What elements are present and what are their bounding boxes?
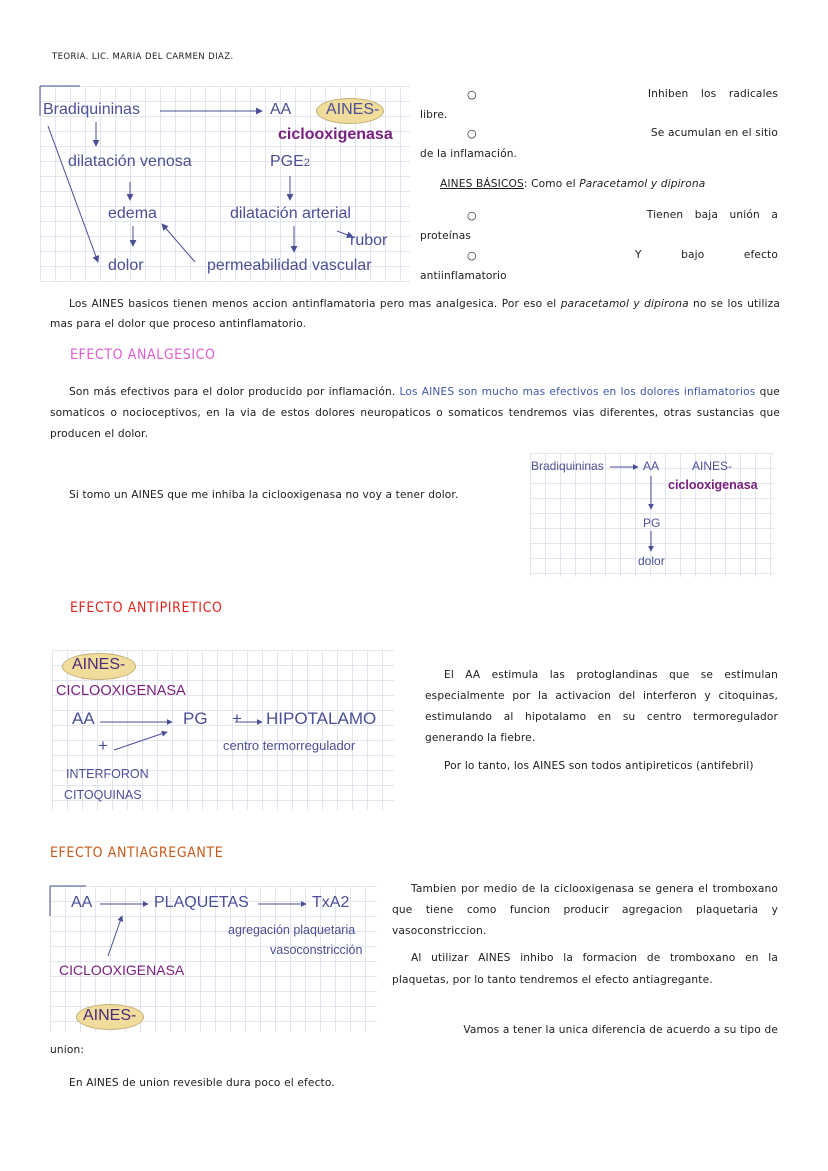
aines-basicos-line [440,174,705,195]
analgesico-p1-b: que somaticos o nocioceptivos, en la via de estos dolores neuropaticos o somaticos tendremos vias diferentes, otras sustancias que producen el dolor. [50,386,780,440]
antipiretico-ciclooxigenasa: CICLOOXIGENASA [56,683,186,699]
antiagregante-vasoconstriccion: vasoconstricción [270,943,363,957]
analgesico-paragraph-2: Si tomo un AINES que me inhiba la ciclooxigenasa no voy a tener dolor. [69,489,459,501]
diagram-rubor: rubor [350,232,388,249]
antiagregante-plaquetas: PLAQUETAS [154,894,249,911]
diagram-bradiquininas: Bradiquininas [43,101,140,118]
antiagregante-paragraph-3b: union: [50,1044,85,1056]
antipiretico-diagram [52,650,394,810]
analgesico-dolor: dolor [638,554,665,568]
aines-basicos-label: AINES BÁSICOS [440,178,524,190]
diagram-pge2 [270,153,310,171]
intro-text-b: no se los utiliza mas para el dolor que proceso antinflamatorio. [50,298,780,330]
antipiretico-centro: centro termorregulador [223,738,356,753]
diagram-dilatacion-arterial: dilatación arterial [230,205,351,222]
page-header: TEORIA. LIC. MARIA DEL CARMEN DIAZ. [52,52,234,62]
bullet-2-line1: Se acumulan en el sitio [650,127,778,139]
bullet-1-line1: Inhiben los radicales [647,88,778,100]
antipiretico-aines: AINES- [72,656,126,673]
intro-drugs: paracetamol y dipirona [560,298,689,310]
antipiretico-heading: EFECTO ANTIPIRETICO [70,600,223,616]
diagram-aa: AA [270,101,292,118]
bullet-marker: ○ [467,127,477,140]
intro-text-a: Los AINES basicos tienen menos accion antinflamatoria pero mas analgesica. Por eso el [69,298,561,310]
analgesico-aines: AINES- [692,459,733,473]
bullet-2-line2: de la inflamación. [420,148,518,160]
diagram-permeabilidad: permeabilidad vascular [207,257,372,274]
antiagregante-heading: EFECTO ANTIAGREGANTE [50,845,224,861]
bullet-4-line1: Y bajo efecto [634,249,778,261]
antiagregante-aines: AINES- [83,1007,137,1024]
antiagregante-paragraph-4: En AINES de union revesible dura poco el efecto. [69,1077,335,1089]
antiagregante-paragraph-3: Vamos a tener la unica diferencia de acuerdo a su tipo de [463,1024,778,1036]
analgesico-aa: AA [643,459,660,473]
bullet-3 [420,205,778,247]
aines-basicos-sep: : [523,178,528,190]
antiagregante-diagram [50,886,377,1032]
antiagregante-paragraph-1: Tambien por medio de la ciclooxigenasa se genera el tromboxano que tiene como funcion producir agregacion plaquetaria y vasoconstriccion. [392,883,778,937]
analgesico-heading: EFECTO ANALGESICO [70,347,216,363]
antipiretico-hipotalamo: HIPOTALAMO [266,709,377,728]
antipiretico-interferon: INTERFORON [66,767,149,781]
aines-basicos-drugs: Paracetamol y dipirona [579,178,706,190]
inflammation-diagram [40,86,410,282]
antipiretico-pg: PG [183,709,208,728]
antipiretico-plus-2: + [98,736,108,755]
analgesico-paragraph-1 [50,382,780,445]
bullet-4-line2: antiinflamatorio [420,270,507,282]
pge2-label: PGE [270,153,304,170]
diagram-dolor: dolor [108,257,144,274]
bullet-3-line1: Tienen baja unión a [646,209,778,221]
antiagregante-agregacion: agregación plaquetaria [228,923,356,937]
bullet-marker: ○ [467,249,477,262]
antipiretico-citoquinas: CITOQUINAS [64,788,142,802]
bullet-2 [420,123,778,165]
analgesico-bradiquininas: Bradiquininas [531,459,604,473]
antipiretico-aa: AA [72,709,95,728]
analgesico-p1-a: Son más efectivos para el dolor producido por inflamación. [69,386,400,398]
bullet-3-line2: proteínas [420,230,472,242]
diagram-edema: edema [108,205,157,222]
diagram-dilatacion-venosa: dilatación venosa [68,153,192,170]
antiagregante-paragraph-2: Al utilizar AINES inhibo la formacion de tromboxano en la plaquetas, por lo tanto tendremos el efecto antiagregante. [392,952,778,986]
bullet-1-line2: libre. [420,109,448,121]
analgesico-p1-blue: Los AINES son mucho mas efectivos en los dolores inflamatorios [399,386,756,398]
pge2-subscript: 2 [303,157,310,169]
antipiretico-paragraph-2: Por lo tanto, los AINES son todos antipireticos (antifebril) [444,760,754,772]
antiagregante-ciclooxigenasa: CICLOOXIGENASA [59,962,185,978]
analgesico-diagram [530,453,774,577]
bullet-marker: ○ [467,209,477,222]
antiagregante-txa2: TxA2 [312,894,350,911]
antipiretico-paragraph-1: El AA estimula las protoglandinas que se estimulan especialmente por la activacion del interferon y citoquinas, estimulando al hipotalamo en su centro termoregulador generando la fiebre. [425,669,778,744]
intro-paragraph [50,294,780,334]
diagram-aines: AINES- [326,101,380,118]
antiagregante-aa: AA [71,894,93,911]
antipiretico-plus-1: + [232,709,242,728]
analgesico-ciclooxigenasa: ciclooxigenasa [668,478,758,492]
bullet-marker: ○ [467,88,477,101]
bullet-1 [420,84,778,126]
bullet-4 [420,245,778,287]
aines-basicos-text: Como el [527,178,580,190]
analgesico-pg: PG [643,516,661,530]
diagram-ciclooxigenasa: ciclooxigenasa [278,126,393,143]
